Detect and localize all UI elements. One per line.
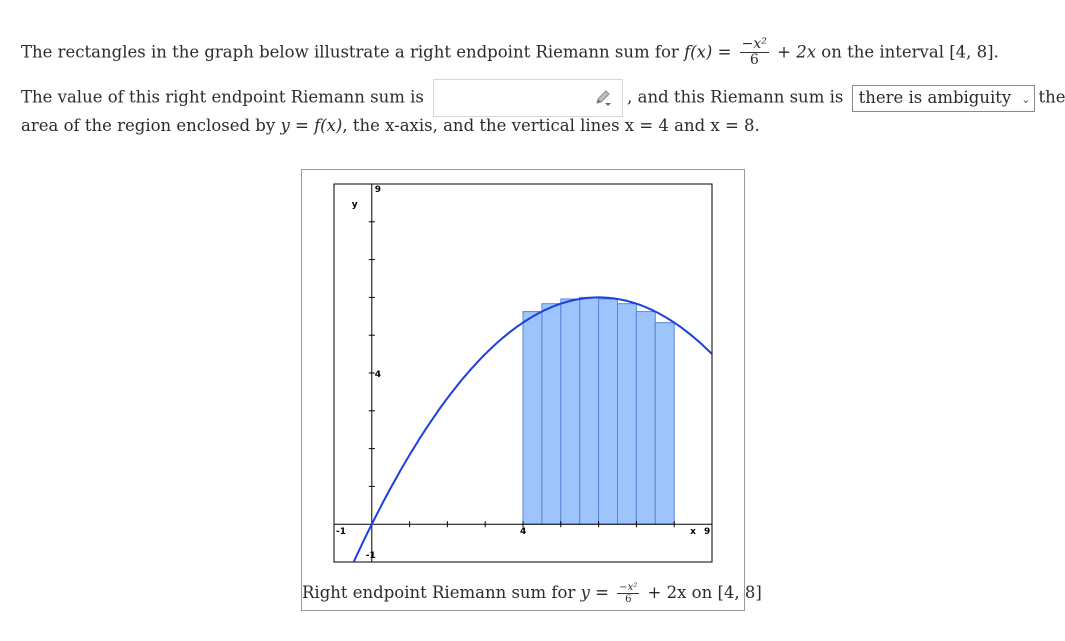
- x-min-label: -1: [336, 527, 346, 538]
- function-lhs: f(x) =: [684, 42, 732, 62]
- x-axis-label: x: [690, 527, 696, 538]
- comparison-select-value: there is ambiguity: [858, 87, 1012, 107]
- question-text-6: area of the region enclosed by: [21, 116, 281, 135]
- caption-prefix: Right endpoint Riemann sum for: [302, 583, 581, 602]
- riemann-rectangle: [561, 299, 580, 524]
- riemann-rectangle: [523, 312, 542, 525]
- riemann-rectangle: [655, 323, 674, 525]
- function-rest: + 2x: [777, 42, 817, 62]
- question-math-y-equals-f: y = f(x): [280, 116, 343, 135]
- question-text-2: on the interval [4, 8].: [816, 42, 999, 62]
- riemann-rectangle: [636, 312, 655, 525]
- x-max-label: 9: [704, 527, 711, 538]
- question-text-4: , and this Riemann sum is: [627, 87, 844, 107]
- riemann-rectangle: [599, 299, 618, 524]
- question-line-3: [21, 116, 760, 135]
- question-line-2: [21, 79, 1065, 117]
- fraction-numerator: −x²: [741, 36, 767, 52]
- caption-fraction-numerator: −x²: [619, 582, 638, 593]
- comparison-select[interactable]: [852, 85, 1036, 112]
- function-fraction: [740, 37, 769, 69]
- caption-rest: + 2x on [4, 8]: [647, 583, 762, 602]
- y-axis-label: y: [351, 199, 358, 210]
- caption-fraction-denominator: 6: [625, 594, 632, 605]
- fraction-denominator: 6: [749, 52, 759, 69]
- y-max-label: 9: [374, 185, 382, 195]
- riemann-sum-answer-input[interactable]: [433, 79, 623, 117]
- riemann-rectangle: [618, 304, 637, 524]
- chevron-down-icon: ⌄: [1021, 92, 1031, 106]
- y-min-label: -1: [365, 551, 376, 561]
- graph-caption: [302, 582, 762, 605]
- question-text-7: , the x-axis, and the vertical lines x = 4 and x = 8.: [342, 116, 760, 135]
- pencil-icon[interactable]: [594, 89, 612, 107]
- x-four-label: 4: [520, 527, 527, 538]
- question-text-5: the: [1038, 87, 1065, 107]
- caption-fraction: [617, 582, 639, 605]
- y-four-label: 4: [374, 370, 382, 380]
- riemann-rectangle: [542, 304, 561, 524]
- riemann-rectangle: [580, 297, 599, 524]
- riemann-sum-plot: [302, 170, 744, 580]
- graph-figure: [301, 169, 762, 611]
- caption-math: y =: [580, 583, 610, 602]
- question-text-3: The value of this right endpoint Riemann sum is: [21, 87, 424, 107]
- question-line-1: [21, 37, 999, 69]
- question-text-1: The rectangles in the graph below illustrate a right endpoint Riemann sum for: [21, 42, 685, 62]
